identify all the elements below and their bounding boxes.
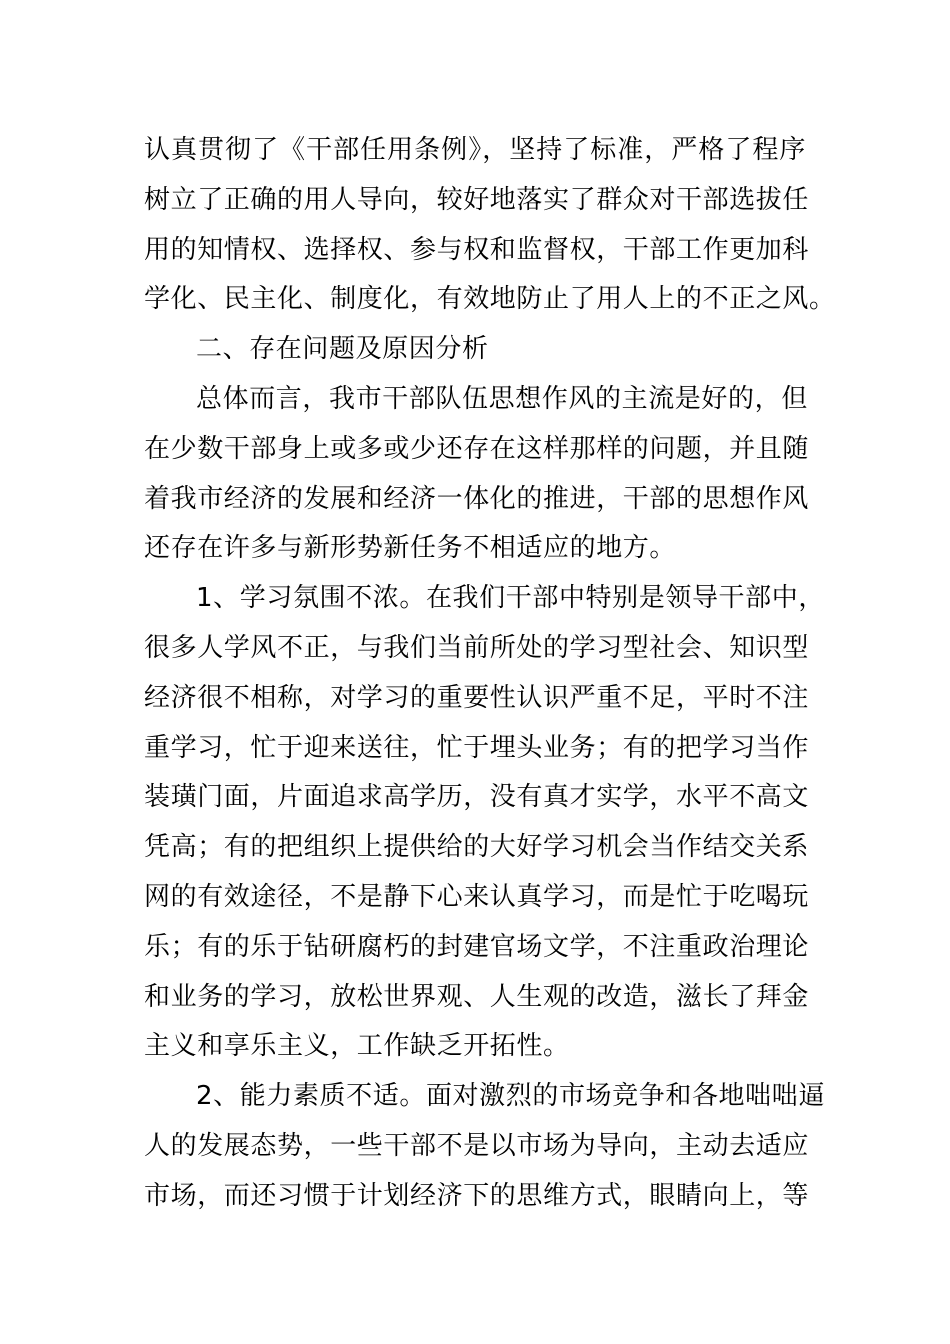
text-line: 凭高；有的把组织上提供给的大好学习机会当作结交关系	[144, 832, 810, 863]
text-line: 认真贯彻了《干部任用条例》，坚持了标准，严格了程序	[144, 135, 806, 165]
text-line: 人的发展态势，一些干部不是以市场为导向，主动去适应	[144, 1130, 810, 1161]
text-line: 还存在许多与新形势新任务不相适应的地方。	[144, 533, 677, 564]
text-line: 重学习，忙于迎来送往，忙于埋头业务；有的把学习当作	[144, 732, 810, 763]
paragraph-first-line: 2、能力素质不适。面对激烈的市场竞争和各地咄咄逼	[196, 1081, 825, 1112]
text-line: 学化、民主化、制度化，有效地防止了用人上的不正之风。	[144, 284, 836, 315]
text-line: 乐；有的乐于钻研腐朽的封建官场文学，不注重政治理论	[144, 931, 810, 962]
paragraph-first-line: 总体而言，我市干部队伍思想作风的主流是好的，但	[196, 383, 808, 414]
text-line: 装璜门面，片面追求高学历，没有真才实学，水平不高文	[144, 782, 810, 813]
text-line: 着我市经济的发展和经济一体化的推进，干部的思想作风	[144, 483, 810, 514]
text-line: 主义和享乐主义，工作缺乏开拓性。	[144, 1031, 570, 1062]
text-line: 市场，而还习惯于计划经济下的思维方式，眼睛向上，等	[144, 1180, 810, 1211]
text-line: 在少数干部身上或多或少还存在这样那样的问题，并且随	[144, 433, 810, 464]
text-line: 经济很不相称，对学习的重要性认识严重不足，平时不注	[144, 682, 810, 713]
body-text	[144, 126, 836, 1222]
text-line: 很多人学风不正，与我们当前所处的学习型社会、知识型	[144, 632, 810, 663]
paragraph-first-line: 1、学习氛围不浓。在我们干部中特别是领导干部中，	[196, 583, 825, 614]
text-line: 和业务的学习，放松世界观、人生观的改造，滋长了拜金	[144, 981, 810, 1012]
text-line: 树立了正确的用人导向，较好地落实了群众对干部选拔任	[144, 184, 810, 215]
text-line: 网的有效途径，不是静下心来认真学习，而是忙于吃喝玩	[144, 881, 810, 912]
text-line: 用的知情权、选择权、参与权和监督权，干部工作更加科	[144, 234, 810, 265]
paragraph-first-line: 二、存在问题及原因分析	[196, 334, 489, 365]
